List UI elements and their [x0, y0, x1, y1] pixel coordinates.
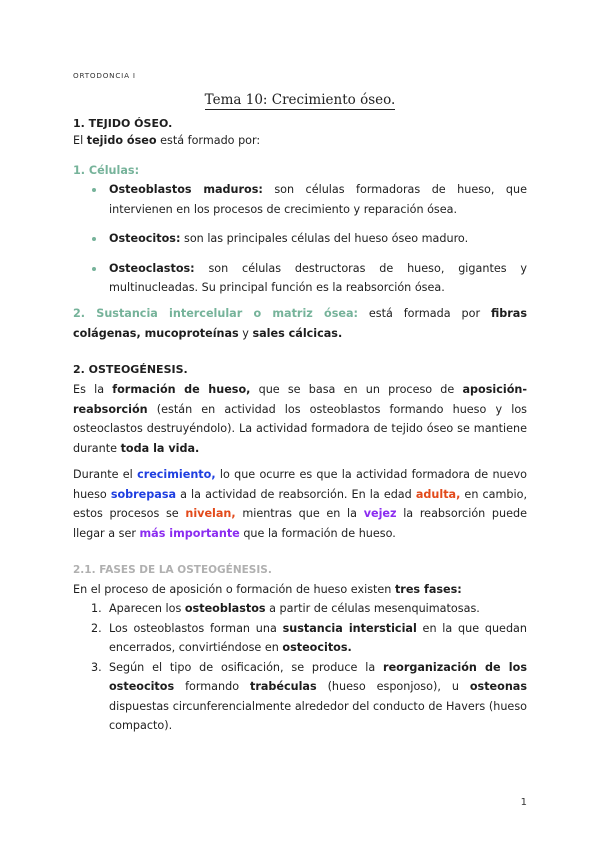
- subsection-heading-fases: 2.1. FASES DE LA OSTEOGÉNESIS.: [73, 564, 272, 576]
- bullet-icon: [92, 188, 96, 192]
- section-heading-osteogenesis: 2. OSTEOGÉNESIS.: [73, 363, 188, 376]
- list-item: 2. Los osteoblastos forman una sustancia intersticial en la que quedan encerrados, convirtiéndose en osteocitos.: [73, 619, 527, 658]
- matrix-paragraph: 2. Sustancia intercelular o matriz ósea: está formada por fibras colágenas, mucoproteínas y sales cálcicas.: [73, 307, 527, 340]
- list-item: Osteocitos: son las principales células del hueso óseo maduro.: [73, 229, 527, 249]
- section-heading-tejido-oseo: 1. TEJIDO ÓSEO.: [73, 117, 173, 130]
- list-item: Osteoblastos maduros: son células formadoras de hueso, que intervienen en los procesos de crecimiento y reparación ósea.: [73, 180, 527, 219]
- list-item: Osteoclastos: son células destructoras de hueso, gigantes y multinucleadas. Su principal función es la reabsorción ósea.: [73, 259, 527, 298]
- bullet-icon: [92, 267, 96, 271]
- list-number: 2.: [91, 621, 102, 635]
- cells-list: [73, 180, 527, 308]
- fases-intro: En el proceso de aposición o formación de hueso existen tres fases:: [73, 583, 462, 596]
- page-title-text: Tema 10: Crecimiento óseo.: [204, 92, 396, 108]
- section-intro: El tejido óseo está formado por:: [73, 134, 261, 147]
- cells-heading: 1. Células:: [73, 164, 140, 177]
- osteogenesis-paragraph-1: Es la formación de hueso, que se basa en un proceso de aposición-reabsorción (están en actividad los osteoblastos formando hueso y los osteoclastos destruyéndolo). La actividad formadora de tejido óseo se mantiene durante toda la vida.: [73, 383, 527, 455]
- document-header: ORTODONCIA I: [73, 71, 136, 80]
- list-item: 3. Según el tipo de osificación, se produce la reorganización de los osteocitos formando trabéculas (hueso esponjoso), u osteonas dispuestas circunferencialmente alrededor del conducto de Havers (hueso compacto).: [73, 658, 527, 736]
- osteogenesis-paragraph-2: Durante el crecimiento, lo que ocurre es que la actividad formadora de nuevo hueso sobrepasa a la actividad de reabsorción. En la edad adulta, en cambio, estos procesos se nivelan, mientras que en la vejez la reabsorción puede llegar a ser más importante que la formación de hueso.: [73, 468, 527, 540]
- list-item: 1. Aparecen los osteoblastos a partir de células mesenquimatosas.: [73, 599, 527, 619]
- bullet-icon: [92, 237, 96, 241]
- list-number: 1.: [91, 602, 102, 615]
- phases-list: [73, 599, 527, 736]
- page-number: 1: [520, 797, 527, 808]
- list-number: 3.: [91, 660, 102, 674]
- page-title: [0, 92, 600, 108]
